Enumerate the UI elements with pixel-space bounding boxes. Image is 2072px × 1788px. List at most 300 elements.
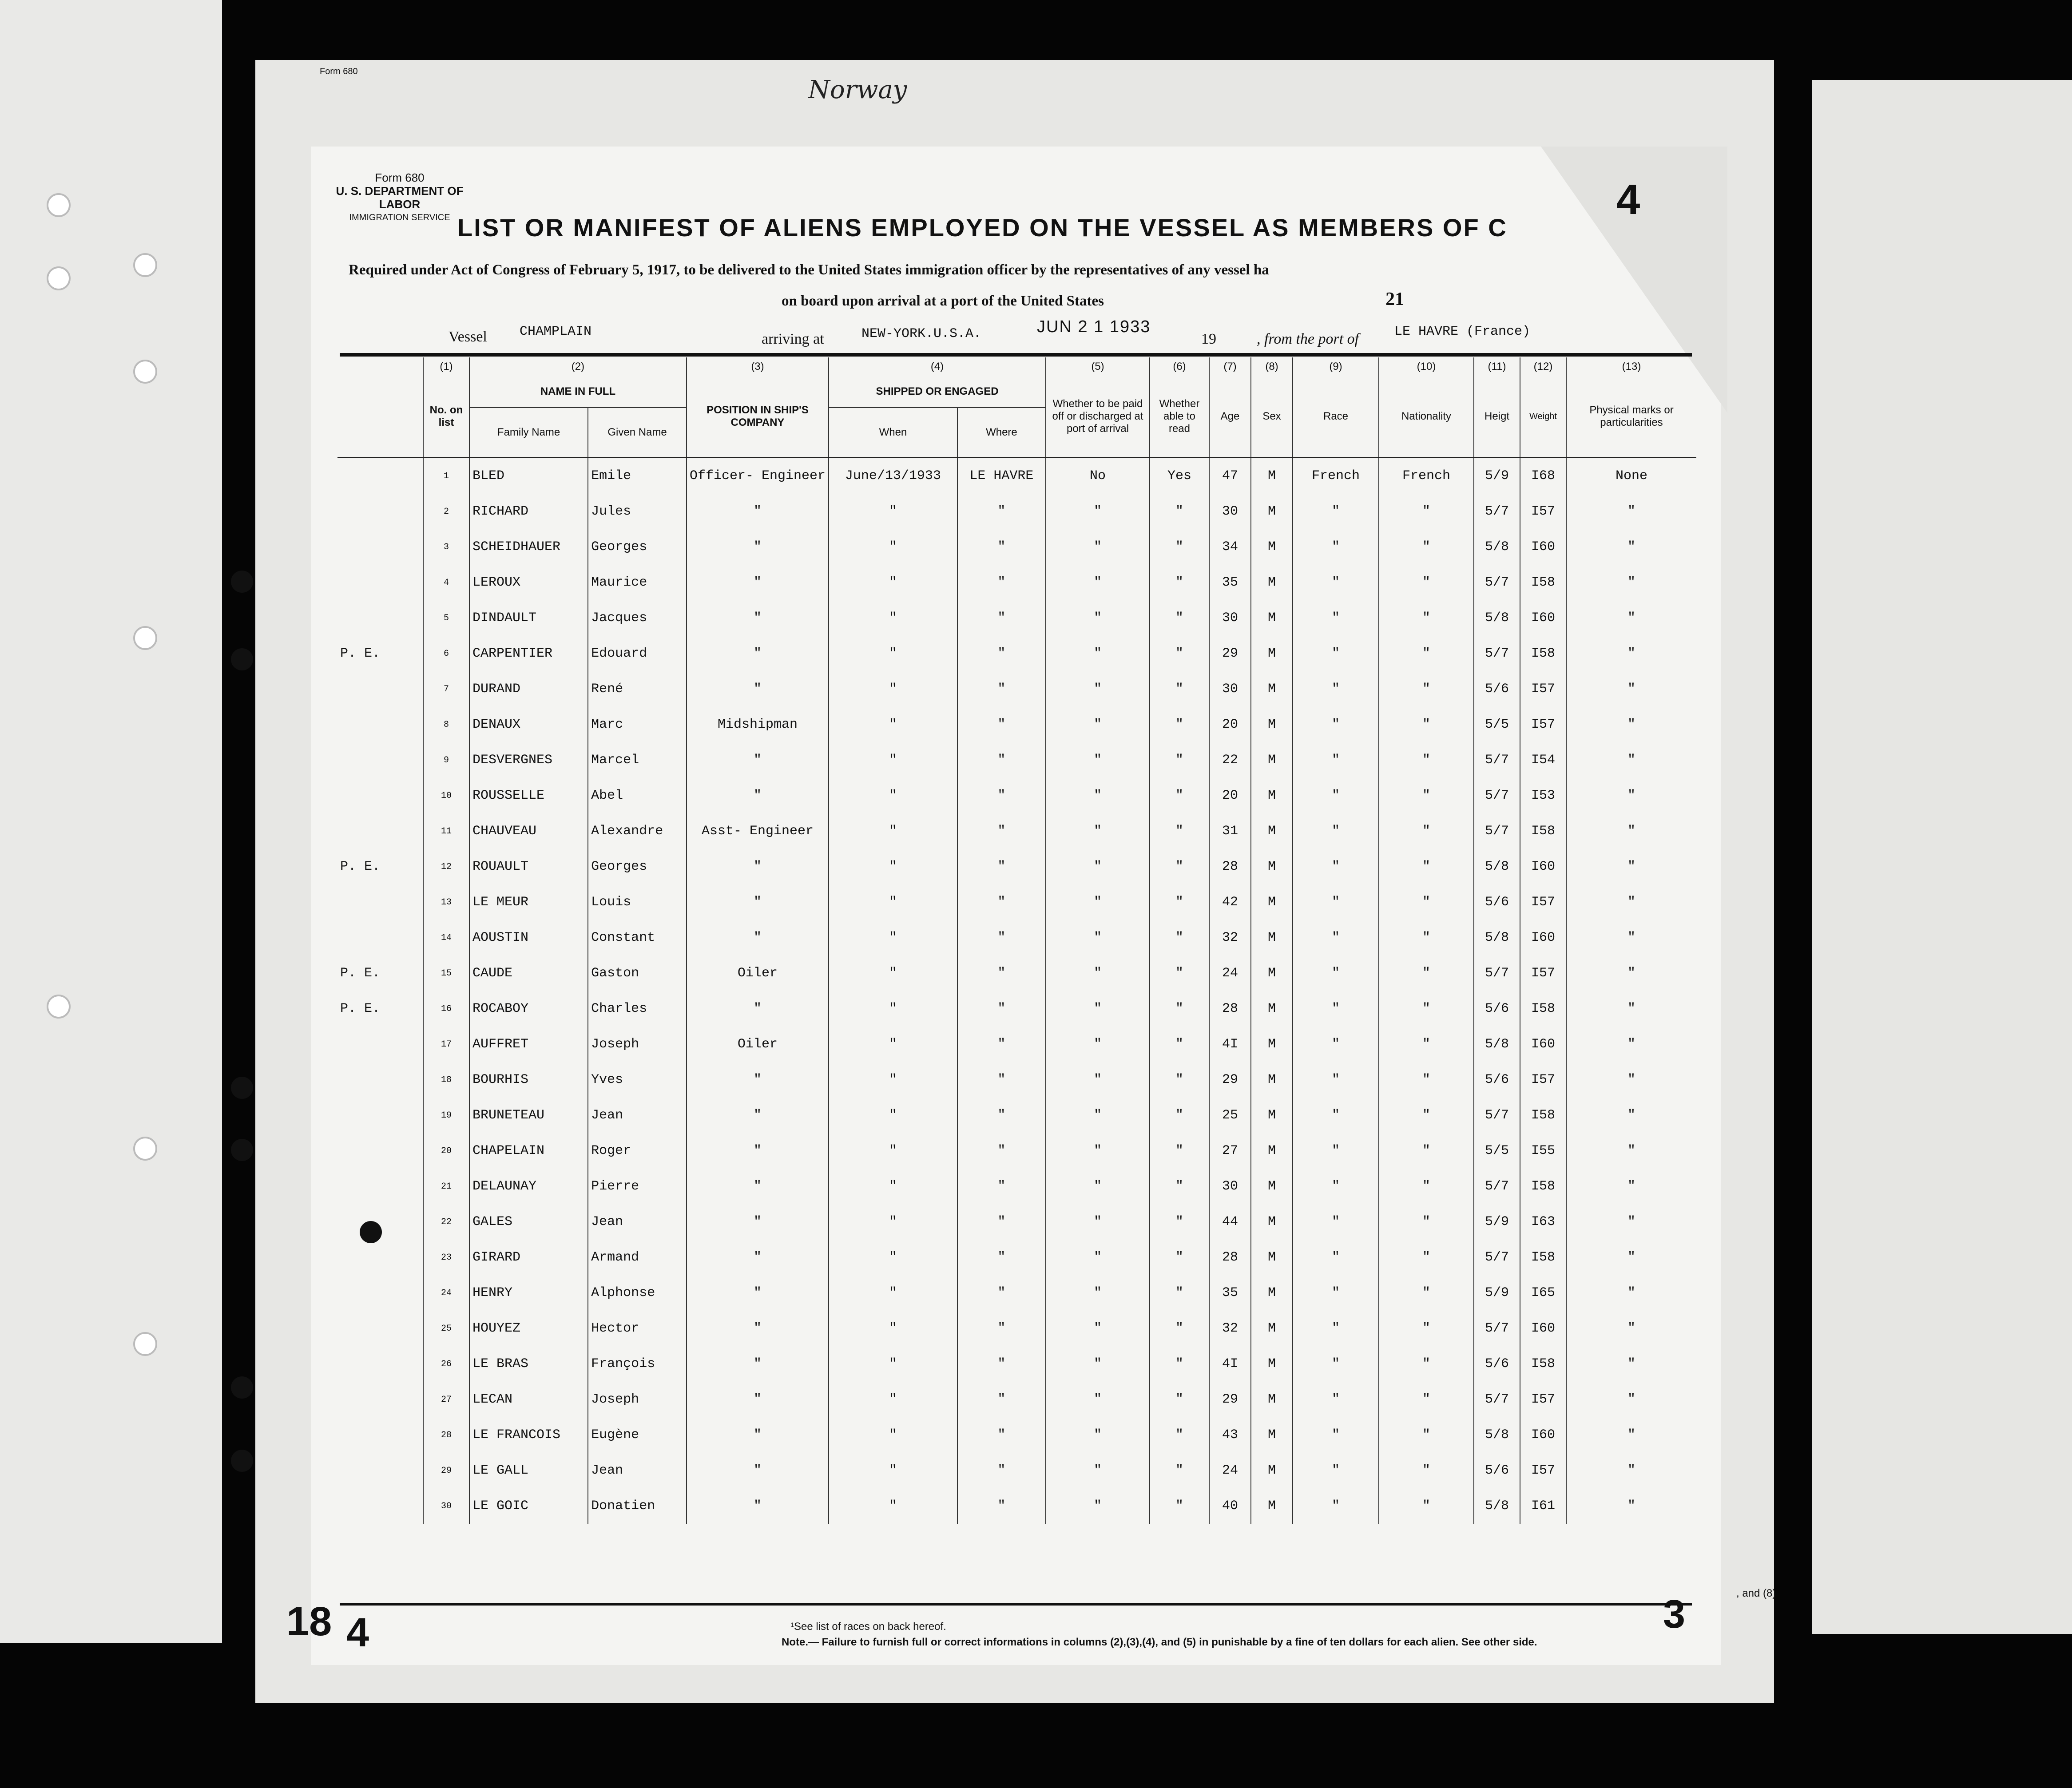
shipped-when-cell: " bbox=[829, 1346, 957, 1382]
table-row bbox=[337, 1275, 1696, 1311]
weight-cell: I58 bbox=[1520, 813, 1566, 849]
family-name-cell: DESVERGNES bbox=[469, 742, 588, 778]
sex-cell: M bbox=[1251, 1275, 1293, 1311]
family-name-cell: LE MEUR bbox=[469, 884, 588, 920]
page-title: LIST OR MANIFEST OF ALIENS EMPLOYED ON THE VESSEL AS MEMBERS OF C bbox=[457, 214, 1508, 242]
age-cell: 29 bbox=[1209, 1382, 1251, 1417]
position-cell: " bbox=[687, 1311, 829, 1346]
binding-hole bbox=[231, 648, 253, 670]
able-to-read-cell: " bbox=[1150, 707, 1209, 742]
family-name-cell: LE FRANCOIS bbox=[469, 1417, 588, 1453]
nationality-cell: " bbox=[1379, 600, 1474, 636]
able-to-read-cell: " bbox=[1150, 529, 1209, 565]
given-name-cell: Jean bbox=[588, 1204, 687, 1240]
height-cell: 5/7 bbox=[1474, 955, 1520, 991]
weight-cell: I60 bbox=[1520, 1311, 1566, 1346]
height-cell: 5/8 bbox=[1474, 1417, 1520, 1453]
position-cell: " bbox=[687, 778, 829, 813]
binding-hole bbox=[231, 1376, 253, 1399]
shipped-when-cell: " bbox=[829, 1311, 957, 1346]
col-num-12: (12) bbox=[1520, 357, 1566, 376]
from-port-label: , from the port of bbox=[1257, 331, 1359, 347]
position-cell: Asst- Engineer bbox=[687, 813, 829, 849]
sex-cell: M bbox=[1251, 671, 1293, 707]
height-cell: 5/7 bbox=[1474, 1240, 1520, 1275]
weight-cell: I57 bbox=[1520, 1382, 1566, 1417]
age-cell: 24 bbox=[1209, 1453, 1251, 1488]
age-cell: 35 bbox=[1209, 565, 1251, 600]
shipped-where-cell: " bbox=[957, 1098, 1046, 1133]
family-name-cell: LE GOIC bbox=[469, 1488, 588, 1524]
board-line: on board upon arrival at a port of the United States bbox=[782, 293, 1104, 309]
paid-off-cell: " bbox=[1046, 600, 1150, 636]
col-num-3: (3) bbox=[687, 357, 829, 376]
race-cell: " bbox=[1293, 742, 1379, 778]
physical-marks-cell: " bbox=[1566, 778, 1696, 813]
physical-marks-cell: " bbox=[1566, 671, 1696, 707]
race-cell: French bbox=[1293, 458, 1379, 494]
age-cell: 27 bbox=[1209, 1133, 1251, 1169]
race-cell: " bbox=[1293, 565, 1379, 600]
family-name-cell: ROCABOY bbox=[469, 991, 588, 1027]
sex-cell: M bbox=[1251, 1240, 1293, 1275]
shipped-where-cell: " bbox=[957, 1169, 1046, 1204]
height-cell: 5/6 bbox=[1474, 671, 1520, 707]
able-to-read-cell: " bbox=[1150, 671, 1209, 707]
able-to-read-cell: " bbox=[1150, 494, 1209, 529]
column-header-row-1 bbox=[337, 376, 1696, 408]
nationality-cell: " bbox=[1379, 1417, 1474, 1453]
given-name-cell: Marc bbox=[588, 707, 687, 742]
height-cell: 5/7 bbox=[1474, 813, 1520, 849]
table-row bbox=[337, 955, 1696, 991]
row-number-cell: 15 bbox=[423, 955, 469, 991]
row-mark-cell bbox=[337, 1382, 423, 1417]
height-cell: 5/7 bbox=[1474, 1169, 1520, 1204]
sex-cell: M bbox=[1251, 920, 1293, 955]
shipped-where-cell: " bbox=[957, 1062, 1046, 1098]
paid-off-cell: " bbox=[1046, 849, 1150, 884]
row-mark-cell bbox=[337, 1133, 423, 1169]
row-mark-cell bbox=[337, 920, 423, 955]
row-mark-cell bbox=[337, 1417, 423, 1453]
sex-cell: M bbox=[1251, 1027, 1293, 1062]
physical-marks-cell: " bbox=[1566, 707, 1696, 742]
shipped-where-cell: " bbox=[957, 707, 1046, 742]
header-race: Race bbox=[1293, 376, 1379, 458]
table-row bbox=[337, 707, 1696, 742]
weight-cell: I57 bbox=[1520, 1453, 1566, 1488]
punch-hole bbox=[133, 1332, 157, 1356]
able-to-read-cell: " bbox=[1150, 1382, 1209, 1417]
paid-off-cell: " bbox=[1046, 671, 1150, 707]
physical-marks-cell: " bbox=[1566, 565, 1696, 600]
header-no-on-list: No. on list bbox=[423, 376, 469, 458]
position-cell: Oiler bbox=[687, 955, 829, 991]
row-mark-cell bbox=[337, 778, 423, 813]
row-mark-cell bbox=[337, 671, 423, 707]
table-row bbox=[337, 636, 1696, 671]
punch-hole bbox=[133, 1137, 157, 1161]
race-cell: " bbox=[1293, 991, 1379, 1027]
paid-off-cell: " bbox=[1046, 494, 1150, 529]
table-row bbox=[337, 1027, 1696, 1062]
position-cell: " bbox=[687, 1382, 829, 1417]
sex-cell: M bbox=[1251, 494, 1293, 529]
given-name-cell: Marcel bbox=[588, 742, 687, 778]
age-cell: 30 bbox=[1209, 671, 1251, 707]
race-cell: " bbox=[1293, 1346, 1379, 1382]
shipped-when-cell: " bbox=[829, 1275, 957, 1311]
header-paid-off: Whether to be paid off or discharged at port of arrival bbox=[1046, 376, 1150, 458]
weight-cell: I57 bbox=[1520, 707, 1566, 742]
able-to-read-cell: " bbox=[1150, 1488, 1209, 1524]
physical-marks-cell: " bbox=[1566, 920, 1696, 955]
able-to-read-cell: " bbox=[1150, 565, 1209, 600]
shipped-where-cell: " bbox=[957, 1346, 1046, 1382]
sex-cell: M bbox=[1251, 742, 1293, 778]
race-cell: " bbox=[1293, 636, 1379, 671]
weight-cell: I60 bbox=[1520, 600, 1566, 636]
sex-cell: M bbox=[1251, 955, 1293, 991]
race-cell: " bbox=[1293, 1098, 1379, 1133]
paid-off-cell: " bbox=[1046, 920, 1150, 955]
age-cell: 32 bbox=[1209, 920, 1251, 955]
row-number-cell: 4 bbox=[423, 565, 469, 600]
paid-off-cell: " bbox=[1046, 529, 1150, 565]
height-cell: 5/6 bbox=[1474, 1062, 1520, 1098]
races-note: ¹See list of races on back hereof. bbox=[790, 1621, 946, 1633]
age-cell: 24 bbox=[1209, 955, 1251, 991]
table-row bbox=[337, 1453, 1696, 1488]
department: U. S. DEPARTMENT OF LABOR bbox=[336, 184, 464, 211]
paid-off-cell: " bbox=[1046, 1240, 1150, 1275]
family-name-cell: DINDAULT bbox=[469, 600, 588, 636]
weight-cell: I58 bbox=[1520, 565, 1566, 600]
physical-marks-cell: " bbox=[1566, 1169, 1696, 1204]
weight-cell: I60 bbox=[1520, 1027, 1566, 1062]
col-num-2: (2) bbox=[469, 357, 687, 376]
nationality-cell: " bbox=[1379, 494, 1474, 529]
age-cell: 32 bbox=[1209, 1311, 1251, 1346]
able-to-read-cell: " bbox=[1150, 1240, 1209, 1275]
age-cell: 31 bbox=[1209, 813, 1251, 849]
age-cell: 25 bbox=[1209, 1098, 1251, 1133]
weight-cell: I58 bbox=[1520, 1169, 1566, 1204]
shipped-when-cell: " bbox=[829, 884, 957, 920]
table-row bbox=[337, 849, 1696, 884]
sex-cell: M bbox=[1251, 1488, 1293, 1524]
service: IMMIGRATION SERVICE bbox=[349, 213, 450, 222]
height-cell: 5/6 bbox=[1474, 991, 1520, 1027]
shipped-when-cell: " bbox=[829, 955, 957, 991]
col-num-9: (9) bbox=[1293, 357, 1379, 376]
shipped-when-cell: " bbox=[829, 636, 957, 671]
header-shipped: SHIPPED OR ENGAGED bbox=[829, 376, 1046, 408]
race-cell: " bbox=[1293, 813, 1379, 849]
sex-cell: M bbox=[1251, 991, 1293, 1027]
table-row bbox=[337, 671, 1696, 707]
given-name-cell: Gaston bbox=[588, 955, 687, 991]
table-row bbox=[337, 1204, 1696, 1240]
position-cell: " bbox=[687, 742, 829, 778]
family-name-cell: BRUNETEAU bbox=[469, 1098, 588, 1133]
arriving-port: NEW-YORK.U.S.A. bbox=[861, 326, 982, 341]
physical-marks-cell: " bbox=[1566, 1240, 1696, 1275]
table-row bbox=[337, 778, 1696, 813]
punch-hole bbox=[47, 995, 71, 1019]
row-mark-cell bbox=[337, 1311, 423, 1346]
top-handwriting: Norway bbox=[808, 75, 907, 104]
row-number-cell: 25 bbox=[423, 1311, 469, 1346]
physical-marks-cell: " bbox=[1566, 1346, 1696, 1382]
physical-marks-cell: " bbox=[1566, 494, 1696, 529]
shipped-when-cell: " bbox=[829, 1488, 957, 1524]
shipped-where-cell: " bbox=[957, 671, 1046, 707]
given-name-cell: Hector bbox=[588, 1311, 687, 1346]
col-num-8: (8) bbox=[1251, 357, 1293, 376]
row-number-cell: 16 bbox=[423, 991, 469, 1027]
family-name-cell: AOUSTIN bbox=[469, 920, 588, 955]
weight-cell: I60 bbox=[1520, 920, 1566, 955]
sex-cell: M bbox=[1251, 458, 1293, 494]
shipped-where-cell: " bbox=[957, 884, 1046, 920]
nationality-cell: " bbox=[1379, 1133, 1474, 1169]
race-cell: " bbox=[1293, 707, 1379, 742]
weight-cell: I58 bbox=[1520, 1098, 1566, 1133]
paid-off-cell: " bbox=[1046, 1169, 1150, 1204]
row-number-cell: 17 bbox=[423, 1027, 469, 1062]
physical-marks-cell: " bbox=[1566, 1133, 1696, 1169]
nationality-cell: " bbox=[1379, 991, 1474, 1027]
height-cell: 5/6 bbox=[1474, 884, 1520, 920]
race-cell: " bbox=[1293, 671, 1379, 707]
age-cell: 35 bbox=[1209, 1275, 1251, 1311]
given-name-cell: Pierre bbox=[588, 1169, 687, 1204]
family-name-cell: BLED bbox=[469, 458, 588, 494]
physical-marks-cell: " bbox=[1566, 636, 1696, 671]
sex-cell: M bbox=[1251, 707, 1293, 742]
shipped-where-cell: " bbox=[957, 742, 1046, 778]
left-number-2: 4 bbox=[346, 1610, 369, 1655]
row-number-cell: 23 bbox=[423, 1240, 469, 1275]
given-name-cell: Eugène bbox=[588, 1417, 687, 1453]
given-name-cell: Georges bbox=[588, 849, 687, 884]
row-mark-cell bbox=[337, 884, 423, 920]
shipped-where-cell: " bbox=[957, 955, 1046, 991]
height-cell: 5/7 bbox=[1474, 565, 1520, 600]
manifest-rows bbox=[337, 458, 1696, 1524]
shipped-where-cell: " bbox=[957, 920, 1046, 955]
position-cell: " bbox=[687, 565, 829, 600]
sex-cell: M bbox=[1251, 529, 1293, 565]
physical-marks-cell: " bbox=[1566, 1098, 1696, 1133]
height-cell: 5/8 bbox=[1474, 920, 1520, 955]
shipped-when-cell: " bbox=[829, 529, 957, 565]
table-row bbox=[337, 458, 1696, 494]
row-number-cell: 27 bbox=[423, 1382, 469, 1417]
family-name-cell: LECAN bbox=[469, 1382, 588, 1417]
able-to-read-cell: " bbox=[1150, 1133, 1209, 1169]
race-cell: " bbox=[1293, 778, 1379, 813]
binding-hole bbox=[231, 1139, 253, 1161]
height-cell: 5/7 bbox=[1474, 494, 1520, 529]
height-cell: 5/9 bbox=[1474, 458, 1520, 494]
weight-cell: I60 bbox=[1520, 849, 1566, 884]
header-where: Where bbox=[957, 408, 1046, 458]
row-number-cell: 9 bbox=[423, 742, 469, 778]
table-row bbox=[337, 742, 1696, 778]
row-number-cell: 6 bbox=[423, 636, 469, 671]
age-cell: 28 bbox=[1209, 991, 1251, 1027]
race-cell: " bbox=[1293, 1275, 1379, 1311]
height-cell: 5/9 bbox=[1474, 1275, 1520, 1311]
paid-off-cell: " bbox=[1046, 1453, 1150, 1488]
given-name-cell: Emile bbox=[588, 458, 687, 494]
sex-cell: M bbox=[1251, 813, 1293, 849]
nationality-cell: " bbox=[1379, 636, 1474, 671]
physical-marks-cell: " bbox=[1566, 742, 1696, 778]
paid-off-cell: " bbox=[1046, 1346, 1150, 1382]
height-cell: 5/7 bbox=[1474, 1098, 1520, 1133]
row-mark-cell bbox=[337, 1453, 423, 1488]
age-cell: 30 bbox=[1209, 1169, 1251, 1204]
height-cell: 5/8 bbox=[1474, 1027, 1520, 1062]
shipped-when-cell: " bbox=[829, 1027, 957, 1062]
shipped-when-cell: " bbox=[829, 600, 957, 636]
shipped-where-cell: " bbox=[957, 1382, 1046, 1417]
family-name-cell: AUFFRET bbox=[469, 1027, 588, 1062]
header-name-in-full: NAME IN FULL bbox=[469, 376, 687, 408]
nationality-cell: " bbox=[1379, 1062, 1474, 1098]
sex-cell: M bbox=[1251, 1311, 1293, 1346]
able-to-read-cell: " bbox=[1150, 920, 1209, 955]
binding-hole bbox=[231, 1450, 253, 1472]
race-cell: " bbox=[1293, 849, 1379, 884]
table-row bbox=[337, 1062, 1696, 1098]
paid-off-cell: " bbox=[1046, 813, 1150, 849]
race-cell: " bbox=[1293, 1417, 1379, 1453]
vessel-label: Vessel bbox=[449, 329, 487, 345]
family-name-cell: LE GALL bbox=[469, 1453, 588, 1488]
nationality-cell: " bbox=[1379, 884, 1474, 920]
family-name-cell: CARPENTIER bbox=[469, 636, 588, 671]
able-to-read-cell: " bbox=[1150, 1169, 1209, 1204]
given-name-cell: François bbox=[588, 1346, 687, 1382]
physical-marks-cell: " bbox=[1566, 1417, 1696, 1453]
row-number-cell: 11 bbox=[423, 813, 469, 849]
height-cell: 5/9 bbox=[1474, 1204, 1520, 1240]
able-to-read-cell: " bbox=[1150, 1098, 1209, 1133]
family-name-cell: ROUSSELLE bbox=[469, 778, 588, 813]
paid-off-cell: " bbox=[1046, 1311, 1150, 1346]
punch-hole bbox=[133, 360, 157, 384]
able-to-read-cell: " bbox=[1150, 1311, 1209, 1346]
binding-hole bbox=[231, 1077, 253, 1099]
shipped-where-cell: " bbox=[957, 1488, 1046, 1524]
position-cell: Officer- Engineer bbox=[687, 458, 829, 494]
top-form-label: Form 680 bbox=[320, 67, 358, 76]
physical-marks-cell: " bbox=[1566, 884, 1696, 920]
required-line: Required under Act of Congress of February 5, 1917, to be delivered to the United States immigration officer by the representatives of any vessel ha bbox=[349, 262, 1269, 278]
shipped-where-cell: " bbox=[957, 1240, 1046, 1275]
family-name-cell: DELAUNAY bbox=[469, 1169, 588, 1204]
able-to-read-cell: " bbox=[1150, 849, 1209, 884]
nationality-cell: " bbox=[1379, 529, 1474, 565]
col-num-1: (1) bbox=[423, 357, 469, 376]
shipped-when-cell: " bbox=[829, 1062, 957, 1098]
weight-cell: I53 bbox=[1520, 778, 1566, 813]
given-name-cell: Charles bbox=[588, 991, 687, 1027]
race-cell: " bbox=[1293, 494, 1379, 529]
table-row bbox=[337, 1346, 1696, 1382]
weight-cell: I54 bbox=[1520, 742, 1566, 778]
col-num-6: (6) bbox=[1150, 357, 1209, 376]
able-to-read-cell: " bbox=[1150, 1346, 1209, 1382]
position-cell: " bbox=[687, 636, 829, 671]
height-cell: 5/7 bbox=[1474, 636, 1520, 671]
nationality-cell: " bbox=[1379, 707, 1474, 742]
race-cell: " bbox=[1293, 884, 1379, 920]
shipped-when-cell: " bbox=[829, 1417, 957, 1453]
shipped-where-cell: " bbox=[957, 1311, 1046, 1346]
table-row bbox=[337, 884, 1696, 920]
sex-cell: M bbox=[1251, 1062, 1293, 1098]
nationality-cell: " bbox=[1379, 849, 1474, 884]
given-name-cell: Edouard bbox=[588, 636, 687, 671]
position-cell: " bbox=[687, 1098, 829, 1133]
paid-off-cell: " bbox=[1046, 707, 1150, 742]
position-cell: " bbox=[687, 1169, 829, 1204]
shipped-when-cell: " bbox=[829, 742, 957, 778]
paid-off-cell: " bbox=[1046, 778, 1150, 813]
shipped-where-cell: " bbox=[957, 529, 1046, 565]
shipped-where-cell: " bbox=[957, 565, 1046, 600]
family-name-cell: GALES bbox=[469, 1204, 588, 1240]
age-cell: 4I bbox=[1209, 1346, 1251, 1382]
paid-off-cell: No bbox=[1046, 458, 1150, 494]
row-number-cell: 26 bbox=[423, 1346, 469, 1382]
table-row bbox=[337, 529, 1696, 565]
age-cell: 20 bbox=[1209, 707, 1251, 742]
sex-cell: M bbox=[1251, 1169, 1293, 1204]
table-row bbox=[337, 1098, 1696, 1133]
row-mark-cell: P. E. bbox=[340, 1001, 381, 1016]
height-cell: 5/7 bbox=[1474, 1311, 1520, 1346]
given-name-cell: Abel bbox=[588, 778, 687, 813]
race-cell: " bbox=[1293, 920, 1379, 955]
family-name-cell: DENAUX bbox=[469, 707, 588, 742]
table-row bbox=[337, 991, 1696, 1027]
and-8-note: , and (8) bbox=[1736, 1587, 1776, 1599]
nationality-cell: " bbox=[1379, 1098, 1474, 1133]
row-mark-cell: P. E. bbox=[340, 646, 381, 661]
family-name-cell: CHAUVEAU bbox=[469, 813, 588, 849]
manifest-table bbox=[337, 357, 1696, 1524]
height-cell: 5/7 bbox=[1474, 778, 1520, 813]
weight-cell: I63 bbox=[1520, 1204, 1566, 1240]
row-mark-cell bbox=[337, 1027, 423, 1062]
shipped-when-cell: " bbox=[829, 494, 957, 529]
sex-cell: M bbox=[1251, 636, 1293, 671]
header-nationality: Nationality bbox=[1379, 376, 1474, 458]
weight-cell: I68 bbox=[1520, 458, 1566, 494]
shipped-where-cell: " bbox=[957, 991, 1046, 1027]
sex-cell: M bbox=[1251, 1098, 1293, 1133]
header-physical: Physical marks or particularities bbox=[1566, 376, 1696, 458]
given-name-cell: Jules bbox=[588, 494, 687, 529]
shipped-where-cell: " bbox=[957, 1204, 1046, 1240]
